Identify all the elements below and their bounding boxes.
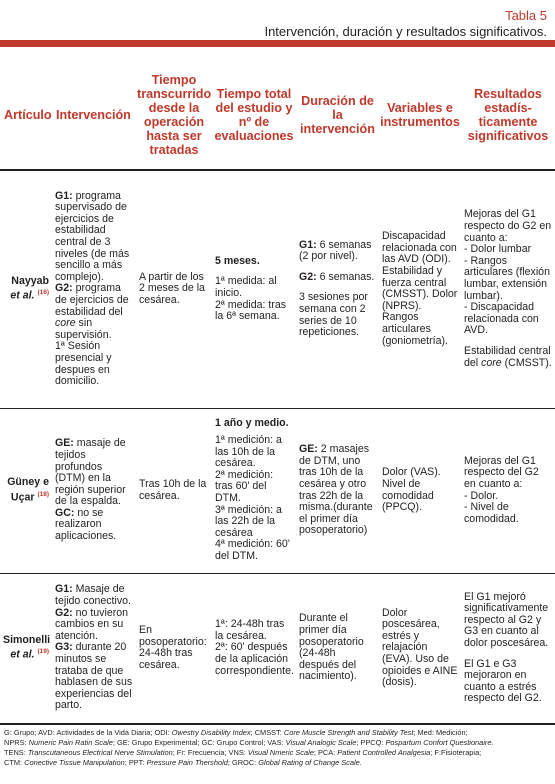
group-text: core	[55, 317, 76, 330]
group-text: sin supervisión.	[55, 317, 112, 341]
study-total: 1 año y medio.	[215, 417, 289, 430]
footnote-text: Transcutaneous Electrical Nerve Stimulation	[27, 748, 173, 757]
footnote-text: Visual Analogic Scale	[285, 738, 357, 747]
group-label: G1:	[55, 189, 73, 202]
footnote-text: TENS:	[4, 748, 28, 757]
results-extra: (CMSST).	[501, 356, 552, 369]
footnote-text: ; Fr: Frecuencia; VNS:	[172, 748, 248, 757]
reference-number: (18)	[37, 490, 49, 498]
variables-cell: Dolor (VAS). Nivel de comodidad (PPCQ).	[379, 408, 461, 573]
evaluation-item: 2ª medida: tras la 6ª semana.	[215, 298, 287, 323]
col-header-variables: Variables e instrumentos	[380, 100, 460, 129]
group-label: G2:	[55, 282, 73, 295]
group-text: durante 20 minutos se trataba de que hablasen de sus experiencias del parto.	[55, 641, 133, 712]
table-row	[0, 170, 555, 408]
author-name: Simonelli	[3, 633, 51, 646]
author-name: Güney e Uçar	[7, 476, 49, 504]
intervention-cell	[52, 170, 136, 408]
footnote-text: CTM:	[4, 758, 25, 767]
footnote-text: NPRS:	[4, 738, 29, 747]
footnote-text: Core Muscle Strength and Stability Test	[283, 728, 414, 737]
group-label: G3:	[55, 641, 73, 654]
footnote-text: Visual Nmeric Scale	[247, 748, 314, 757]
results-paragraph: El G1 e G3 mejoraron en cuanto a estrés respecto del G2.	[464, 657, 542, 705]
footnote-text: ; CMSST:	[250, 728, 284, 737]
group-label: G1:	[55, 583, 73, 596]
study-total: 5 meses.	[215, 254, 260, 267]
group-label: G2:	[55, 606, 73, 619]
author-name: Nayyab	[11, 274, 49, 287]
duration-cell	[296, 408, 379, 573]
col-header-resultados: Resultados estadís-ticamente significativos	[467, 86, 549, 143]
results-cell	[461, 573, 555, 723]
footnote-text: Global Rating of Change Scale.	[258, 758, 362, 767]
group-label: GC:	[55, 506, 75, 519]
intervention-note: 1ª Sesión presencial y despues en domicilio.	[55, 340, 112, 388]
group-label: G2:	[299, 270, 317, 283]
table-title: Intervención, duración y resultados significativos.	[264, 24, 547, 39]
footnote-text: ; GE: Grupo Experimental; GC: Grupo Control; VAS:	[112, 738, 286, 747]
group-text: no tuvieron cambios en su atención.	[55, 606, 129, 642]
author-etal: et al.	[10, 649, 35, 662]
footnote	[4, 728, 552, 768]
evaluation-item: 1ª medición: a las 10h de la cesárea.	[215, 434, 282, 470]
duration-text: 6 semanas (2 por nivel).	[299, 238, 372, 263]
author-cell	[0, 573, 52, 723]
results-item: - Rangos articulares (flexión lumbar, extensión lumbar).	[464, 254, 550, 302]
evaluation-item: 1ª medida: al inicio.	[215, 275, 277, 299]
results-item: - Dolor.	[464, 489, 499, 502]
time-since-cell: A partir de los 2 meses de la cesárea.	[136, 170, 212, 408]
duration-text: 6 semanas.	[316, 270, 375, 283]
results-item: - Discapacidad relacionada con AVD.	[464, 301, 539, 337]
group-text: Masaje de tejido conectivo.	[55, 583, 131, 608]
evaluation-item: 4ª medición: 60' del DTM.	[215, 538, 290, 562]
group-text: no se realizaron aplicaciones.	[55, 506, 117, 543]
duration-text: 2 masajes de DTM, uno tras 10h de la cesárea y otro tras 22h de la misma.(durante el primer día posoperatorio)	[299, 443, 373, 537]
author-cell	[0, 170, 52, 408]
col-header-tiempo-total: Tiempo total del estudio y nº de evaluaciones	[214, 86, 294, 143]
col-header-tiempo-transcurrido: Tiempo transcurrido desde la operación hasta ser tratadas	[137, 72, 212, 157]
results-extra: Estabilidad central del	[464, 344, 551, 369]
footnote-text: G: Grupo; AVD: Actividades de la Vida Diaria; ODI:	[4, 728, 172, 737]
footnote-text: ; GROC:	[227, 758, 259, 767]
duration-cell	[296, 170, 379, 408]
duration-note: 3 sesiones por semana con 2 series de 10 repeticiones.	[299, 291, 368, 339]
intervention-cell	[52, 408, 136, 573]
evaluation-item: 2ª medición: tras 60' del DTM.	[215, 468, 274, 504]
footnote-text: ; PPT:	[124, 758, 147, 767]
results-cell	[461, 170, 555, 408]
results-cell	[461, 408, 555, 573]
header-row	[0, 60, 555, 170]
group-label: GE:	[55, 437, 74, 450]
time-since-cell: Tras 10h de la cesárea.	[136, 408, 212, 573]
group-text: masaje de tejidos profundos (DTM) en la región superior de la espalda.	[55, 437, 126, 508]
col-header-intervencion: Intervención	[56, 107, 131, 122]
table-row	[0, 408, 555, 573]
results-item: - Dolor lumbar	[464, 243, 532, 256]
results-intro: Mejoras del G1 respecto do G2 en cuanto a:	[464, 208, 552, 244]
results-extra: core	[481, 356, 502, 369]
footnote-text: Conective Tissue Manipulation	[24, 758, 125, 767]
study-total-cell	[212, 170, 296, 408]
table-label: Tabla 5	[505, 8, 547, 23]
footnote-text: ; PPCQ:	[356, 738, 386, 747]
footnote-text: Numeric Pain Ratin Scale	[28, 738, 113, 747]
evaluation-item: 2ª: 60' después de la aplicación correspondiente.	[215, 641, 294, 677]
group-label: G1:	[299, 238, 317, 251]
evaluation-item: 3ª medición: a las 22h de la cesárea	[215, 503, 282, 539]
footnote-rule	[0, 723, 555, 725]
results-item: - Nivel de comodidad.	[464, 501, 519, 525]
results-paragraph: El G1 mejoró significativamente respecto al G2 y G3 en cuanto al dolor poscesárea.	[464, 590, 549, 649]
footnote-text: ; PCA:	[313, 748, 338, 757]
col-header-duracion: Duración de la intervención	[300, 93, 375, 136]
reference-number: (19)	[37, 648, 49, 656]
reference-number: (16)	[37, 289, 49, 297]
duration-cell: Durante el primer día posoperatorio (24-48h después del nacimiento).	[296, 573, 379, 723]
footnote-text: Pospartum Confort Questionaire.	[385, 738, 494, 747]
group-text: programa supervisado de ejercicios de estabilidad central de 3 niveles (de más sencillo a más complejo).	[55, 189, 130, 283]
time-since-cell: En posoperatorio: 24-48h tras cesárea.	[136, 573, 212, 723]
evaluation-item: 1ª: 24-48h tras la cesárea.	[215, 618, 285, 642]
study-total-cell	[212, 408, 296, 573]
author-etal: et al.	[10, 290, 35, 303]
intervention-cell	[52, 573, 136, 723]
study-total-cell	[212, 573, 296, 723]
group-label: GE:	[299, 443, 318, 456]
top-rule	[0, 40, 555, 47]
author-cell	[0, 408, 52, 573]
group-text: programa de ejercicios de estabilidad del	[55, 282, 129, 318]
table-row	[0, 573, 555, 723]
footnote-text: Patient Controlled Analgesia	[337, 748, 431, 757]
col-header-articulo: Artículo	[4, 107, 52, 122]
footnote-text: Pressure Pain Thershold	[146, 758, 228, 767]
variables-cell: Discapacidad relacionada con las AVD (ODI). Estabilidad y fuerza central (CMSST). Dolor (NPRS). Rangos articulares (goniometría).	[379, 170, 461, 408]
results-table	[0, 60, 555, 723]
footnote-text: Owestry Disability Index	[171, 728, 251, 737]
variables-cell: Dolor poscesárea, estrés y relajación (EVA). Uso de opioides e AINE (dosis).	[379, 573, 461, 723]
footnote-text: ; Med: Medición;	[413, 728, 468, 737]
footnote-text: ; F:Fisioterapia;	[430, 748, 482, 757]
results-intro: Mejoras del G1 respecto del G2 en cuanto a:	[464, 454, 539, 490]
